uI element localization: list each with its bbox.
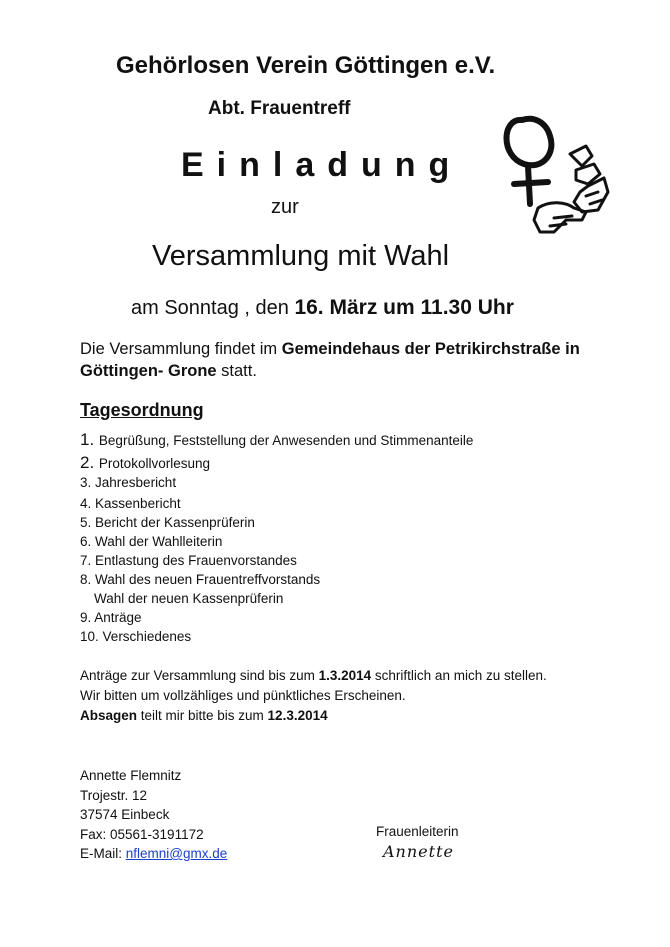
submission-deadline: Anträge zur Versammlung sind bis zum 1.3.2014 schriftlich an mich zu stellen. xyxy=(80,668,547,683)
agenda-item: 10. Verschiedenes xyxy=(80,629,192,644)
sender-city: 37574 Einbeck xyxy=(80,807,170,822)
meeting-venue: Gemeindehaus der Petrikirchstraße in Göttingen- Grone xyxy=(80,340,580,380)
agenda-heading: Tagesordnung xyxy=(80,400,204,420)
female-symbol-signing-hands-icon xyxy=(490,108,610,248)
sender-fax: Fax: 05561-3191172 xyxy=(80,826,204,842)
agenda-item: 4. Kassenbericht xyxy=(80,496,181,511)
attendance-request: Wir bitten um vollzähliges und pünktliches Erscheinen. xyxy=(80,688,406,703)
sender-name: Annette Flemnitz xyxy=(80,768,182,783)
agenda-item: 5. Bericht der Kassenprüferin xyxy=(80,515,255,530)
sender-role: Frauenleiterin xyxy=(376,824,459,839)
meeting-location xyxy=(80,338,620,382)
agenda-item: 3. Jahresbericht xyxy=(80,475,177,490)
date-prefix: am Sonntag , den xyxy=(131,297,295,319)
organization-name: Gehörlosen Verein Göttingen e.V. xyxy=(116,52,496,79)
document-title: Einladung xyxy=(181,146,463,184)
department-name: Abt. Frauentreff xyxy=(208,98,351,119)
agenda-item: 2. Protokollvorlesung xyxy=(80,453,210,472)
cancellation-deadline: Absagen teilt mir bitte bis zum 12.3.2014 xyxy=(80,708,328,723)
intro-text-start: Die Versammlung findet im xyxy=(80,340,282,358)
sender-street: Trojestr. 12 xyxy=(80,787,148,803)
date-time: 16. März um 11.30 Uhr xyxy=(294,296,514,319)
notes-block xyxy=(80,666,620,726)
sender-address xyxy=(80,766,227,864)
intro-text-end: statt. xyxy=(216,362,257,380)
meeting-date xyxy=(131,296,514,320)
email-link[interactable]: nflemni@gmx.de xyxy=(125,846,228,861)
agenda-item: 9. Anträge xyxy=(80,610,142,625)
agenda-item: 6. Wahl der Wahlleiterin xyxy=(80,534,223,549)
sender-email-line: E-Mail: nflemni@gmx.de xyxy=(80,846,228,861)
agenda-item: 7. Entlastung des Frauenvorstandes xyxy=(80,553,297,568)
agenda-list xyxy=(80,430,473,648)
agenda-item: 1. Begrüßung, Feststellung der Anwesenden und Stimmenanteile xyxy=(80,430,474,449)
agenda-item: 8. Wahl des neuen Frauentreffvorstands xyxy=(80,572,321,587)
signature: Annette xyxy=(383,842,454,861)
title-connector: zur xyxy=(271,196,299,218)
agenda-item-continuation: Wahl der neuen Kassenprüferin xyxy=(94,591,284,606)
document-subtitle: Versammlung mit Wahl xyxy=(152,240,450,272)
